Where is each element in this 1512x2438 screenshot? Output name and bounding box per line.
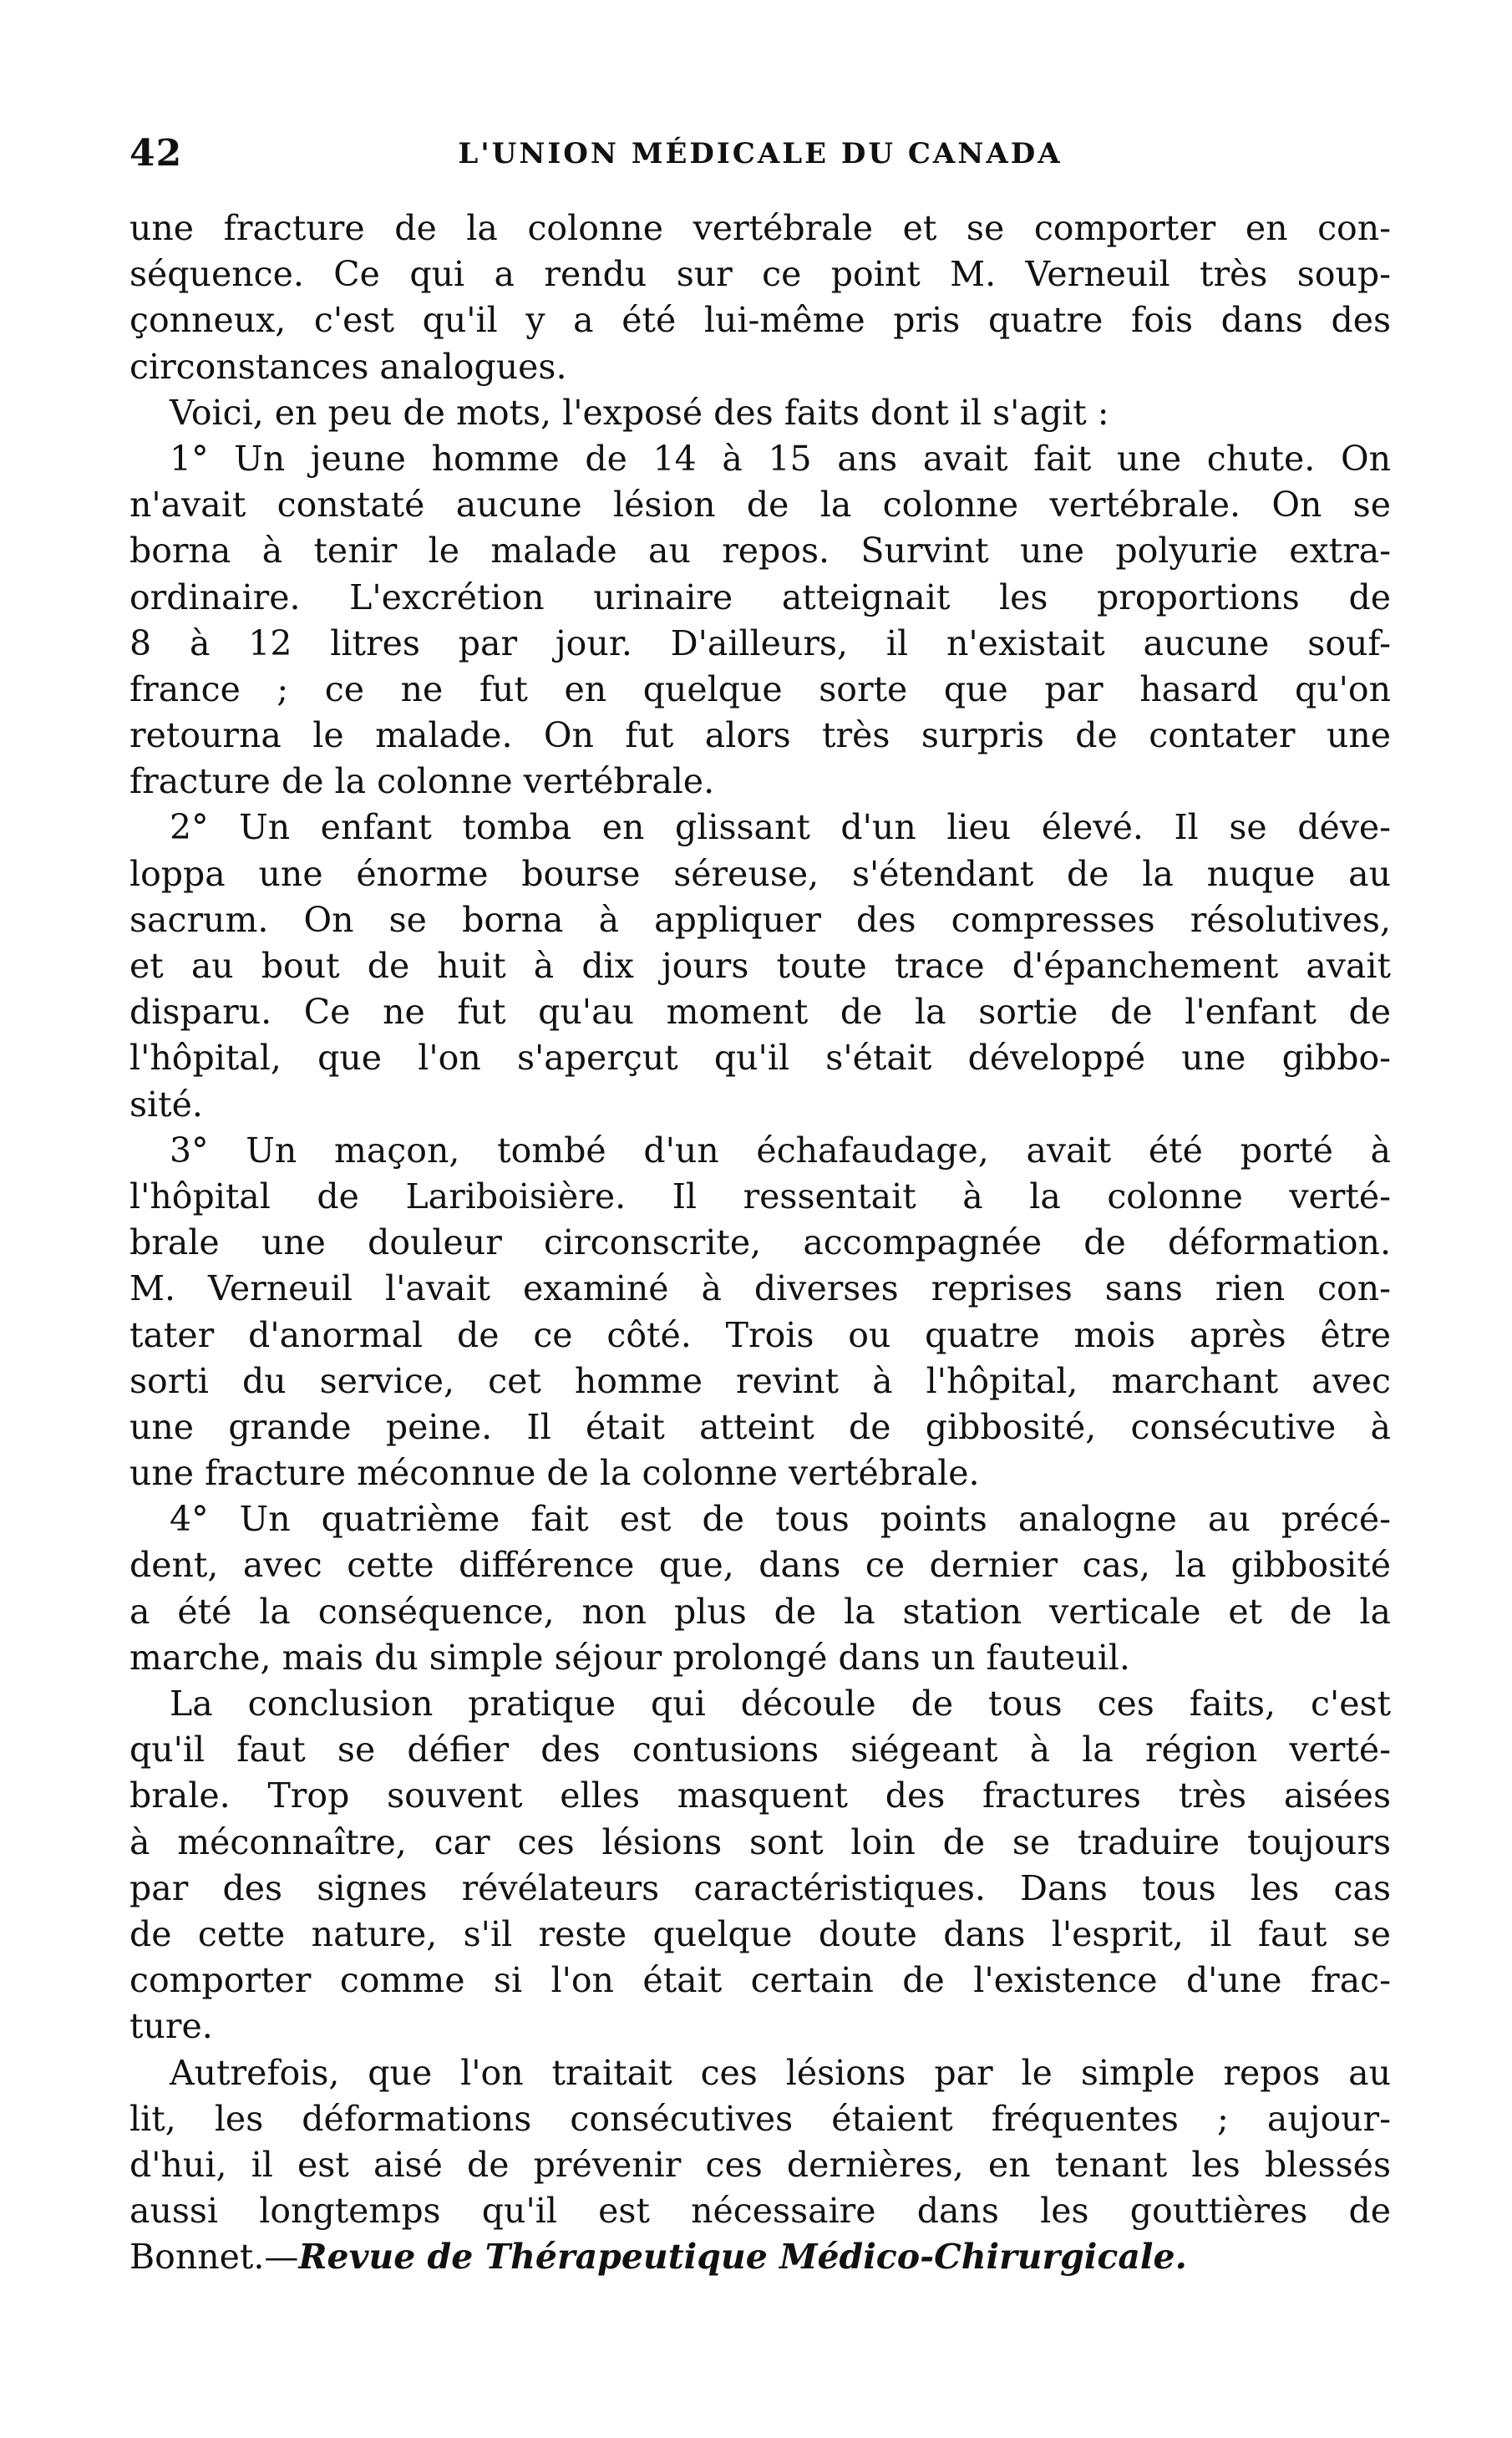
running-head: L'UNION MÉDICALE DU CANADA: [458, 137, 1063, 170]
text-line: çonneux, c'est qu'il y a été lui-même pris quatre fois dans des: [129, 300, 1391, 341]
source-citation: Revue de Thérapeutique Médico-Chirurgicale.: [298, 2237, 1187, 2278]
text-line: 2° Un enfant tomba en glissant d'un lieu élevé. Il se déve-: [170, 807, 1391, 848]
text-line: à méconnaître, car ces lésions sont loin de se traduire toujours: [129, 1821, 1391, 1862]
text-line: 4° Un quatrième fait est de tous points analogne au précé-: [170, 1499, 1391, 1540]
page-header: [129, 132, 1391, 182]
text-line: d'hui, il est aisé de prévenir ces dernières, en tenant les blessés: [129, 2144, 1391, 2185]
text-line: marche, mais du simple séjour prolongé dans un fauteuil.: [129, 1637, 1130, 1678]
text-line: M. Verneuil l'avait examiné à diverses reprises sans rien con-: [129, 1268, 1391, 1309]
text-line: La conclusion pratique qui découle de tous ces faits, c'est: [170, 1684, 1391, 1724]
text-line: france ; ce ne fut en quelque sorte que par hasard qu'on: [129, 668, 1391, 709]
text-line: de cette nature, s'il reste quelque doute dans l'esprit, il faut se: [129, 1913, 1391, 1954]
text-line: une fracture méconnue de la colonne vertébrale.: [129, 1453, 980, 1494]
text-line: Voici, en peu de mots, l'exposé des faits dont il s'agit :: [170, 392, 1109, 433]
page-number: 42: [129, 132, 183, 175]
text-line: une grande peine. Il était atteint de gibbosité, consécutive à: [129, 1406, 1391, 1447]
text-line: une fracture de la colonne vertébrale et se comporter en con-: [129, 208, 1391, 248]
text-line: fracture de la colonne vertébrale.: [129, 761, 715, 802]
text-line: l'hôpital, que l'on s'aperçut qu'il s'était développé une gibbo-: [129, 1038, 1391, 1079]
text-line: lit, les déformations consécutives étaient fréquentes ; aujour-: [129, 2098, 1391, 2139]
text-line: brale. Trop souvent elles masquent des fractures très aisées: [129, 1775, 1391, 1816]
text-line: loppa une énorme bourse séreuse, s'étendant de la nuque au: [129, 853, 1391, 894]
text-line: aussi longtemps qu'il est nécessaire dans les gouttières de: [129, 2191, 1391, 2232]
text-line: Autrefois, que l'on traitait ces lésions par le simple repos au: [170, 2052, 1391, 2093]
text-line: retourna le malade. On fut alors très surpris de contater une: [129, 715, 1391, 756]
text-line: tater d'anormal de ce côté. Trois ou quatre mois après être: [129, 1314, 1391, 1355]
text-line: par des signes révélateurs caractéristiques. Dans tous les cas: [129, 1867, 1391, 1908]
text-line: comporter comme si l'on était certain de l'existence d'une frac-: [129, 1960, 1391, 2001]
text-line: qu'il faut se défier des contusions siégeant à la région verté-: [129, 1729, 1391, 1770]
text-line: borna à tenir le malade au repos. Survint une polyurie extra-: [129, 531, 1391, 571]
text-line: n'avait constaté aucune lésion de la colonne vertébrale. On se: [129, 485, 1391, 526]
text-line: ordinaire. L'excrétion urinaire atteignait les proportions de: [129, 576, 1391, 617]
text-line: 3° Un maçon, tombé d'un échafaudage, avait été porté à: [170, 1130, 1391, 1171]
text-line: circonstances analogues.: [129, 346, 567, 387]
text-line: et au bout de huit à dix jours toute trace d'épanchement avait: [129, 946, 1391, 986]
text-line: dent, avec cette différence que, dans ce dernier cas, la gibbosité: [129, 1545, 1391, 1586]
text-line: l'hôpital de Lariboisière. Il ressentait à la colonne verté-: [129, 1176, 1391, 1216]
text-line: brale une douleur circonscrite, accompagnée de déformation.: [129, 1222, 1391, 1263]
text-line: sacrum. On se borna à appliquer des compresses résolutives,: [129, 899, 1391, 940]
text-line: disparu. Ce ne fut qu'au moment de la sortie de l'enfant de: [129, 992, 1391, 1033]
article-body: [129, 206, 1391, 2280]
text-line: 1° Un jeune homme de 14 à 15 ans avait fait une chute. On: [170, 438, 1391, 479]
text-line: 8 à 12 litres par jour. D'ailleurs, il n'existait aucune souf-: [129, 622, 1391, 663]
text-line: sorti du service, cet homme revint à l'hôpital, marchant avec: [129, 1360, 1391, 1401]
text-line: ture.: [129, 2006, 213, 2047]
text-line: sité.: [129, 1084, 203, 1125]
text-line-source: [129, 2234, 1391, 2280]
text-line: a été la conséquence, non plus de la station verticale et de la: [129, 1591, 1391, 1632]
source-lead: Bonnet.—: [129, 2237, 299, 2278]
text-line: séquence. Ce qui a rendu sur ce point M. Verneuil très soup-: [129, 254, 1391, 295]
